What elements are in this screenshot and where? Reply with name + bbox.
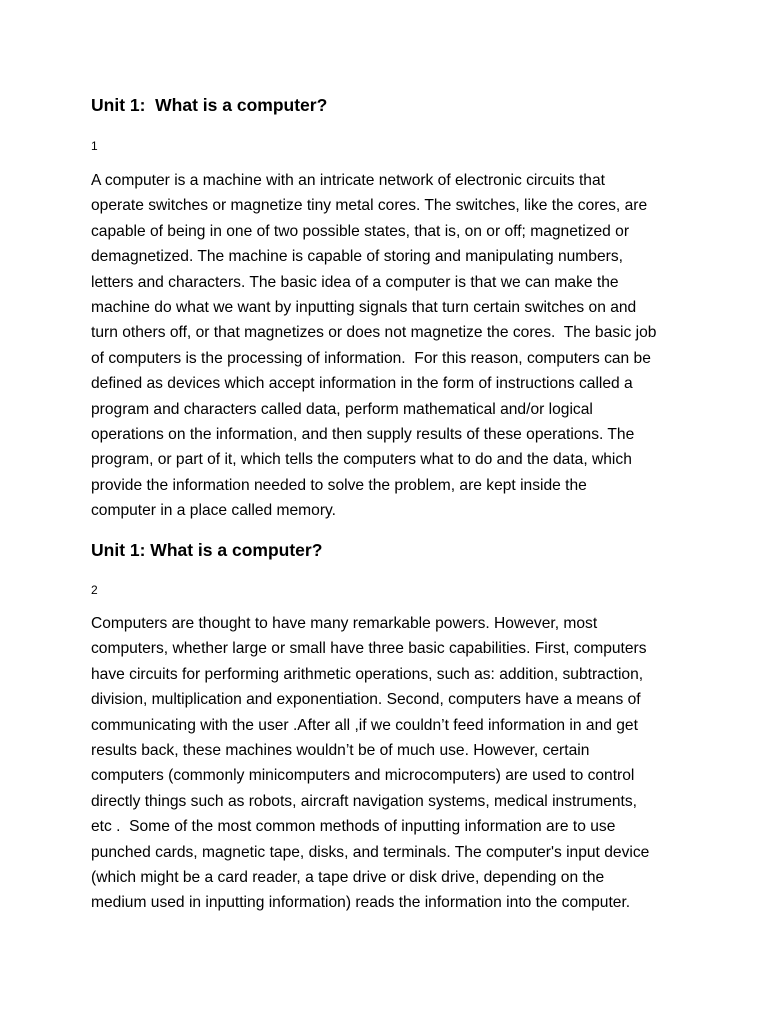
text-line: computers, whether large or small have three basic capabilities. First, computers xyxy=(91,640,647,658)
text-line: etc . Some of the most common methods of inputting information are to use xyxy=(91,818,616,836)
text-line: operations on the information, and then supply results of these operations. The xyxy=(91,426,635,444)
paragraph xyxy=(91,168,691,524)
text-line: communicating with the user .After all ,if we couldn’t feed information in and get xyxy=(91,716,638,734)
section-heading: Unit 1: What is a computer? xyxy=(91,95,328,115)
text-line: (which might be a card reader, a tape drive or disk drive, depending on the xyxy=(91,869,605,887)
text-line: defined as devices which accept information in the form of instructions called a xyxy=(91,375,633,393)
text-line: have circuits for performing arithmetic operations, such as: addition, subtraction, xyxy=(91,665,644,683)
text-line: punched cards, magnetic tape, disks, and terminals. The computer's input device xyxy=(91,843,650,861)
text-line: turn others off, or that magnetizes or does not magnetize the cores. The basic job xyxy=(91,324,657,342)
text-line: program and characters called data, perform mathematical and/or logical xyxy=(91,400,593,418)
text-line: computers (commonly minicomputers and microcomputers) are used to control xyxy=(91,767,635,785)
text-line: results back, these machines wouldn’t be of much use. However, certain xyxy=(91,742,590,760)
text-line: provide the information needed to solve the problem, are kept inside the xyxy=(91,476,587,494)
text-line: capable of being in one of two possible states, that is, on or off; magnetized or xyxy=(91,222,630,240)
paragraph xyxy=(91,611,691,916)
text-line: machine do what we want by inputting signals that turn certain switches on and xyxy=(91,299,637,317)
text-line: computer in a place called memory. xyxy=(91,502,336,520)
page-number: 1 xyxy=(91,139,98,153)
text-line: A computer is a machine with an intricate network of electronic circuits that xyxy=(91,172,605,189)
text-line: demagnetized. The machine is capable of storing and manipulating numbers, xyxy=(91,248,623,266)
text-line: directly things such as robots, aircraft navigation systems, medical instruments, xyxy=(91,792,638,810)
page-number: 2 xyxy=(91,583,98,597)
text-line: medium used in inputting information) reads the information into the computer. xyxy=(91,894,631,912)
text-line: operate switches or magnetize tiny metal cores. The switches, like the cores, are xyxy=(91,197,648,215)
text-line: program, or part of it, which tells the computers what to do and the data, which xyxy=(91,451,632,469)
section-heading: Unit 1: What is a computer? xyxy=(91,540,323,560)
text-line: Computers are thought to have many remarkable powers. However, most xyxy=(91,615,598,632)
text-line: division, multiplication and exponentiation. Second, computers have a means of xyxy=(91,691,641,709)
text-line: letters and characters. The basic idea of a computer is that we can make the xyxy=(91,273,619,291)
text-line: of computers is the processing of information. For this reason, computers can be xyxy=(91,349,651,367)
